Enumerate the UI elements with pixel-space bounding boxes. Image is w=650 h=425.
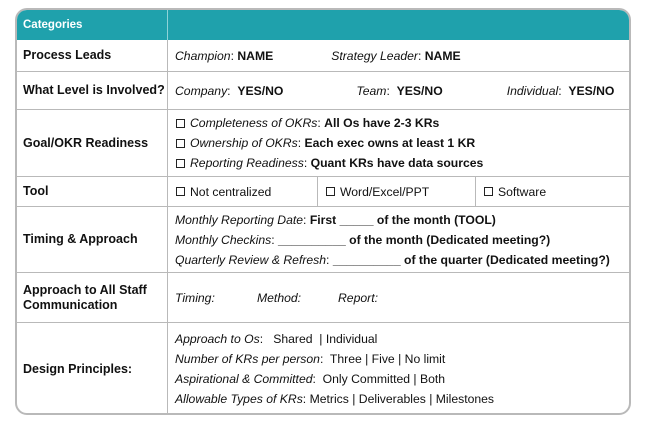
company-value[interactable]: YES/NO [237, 83, 284, 98]
tool-option-software[interactable]: Software [476, 177, 629, 206]
timing-row [17, 207, 629, 273]
checkbox-icon[interactable] [176, 159, 185, 168]
okr-planning-table [15, 8, 631, 415]
strategy-leader-value[interactable]: NAME [424, 48, 461, 63]
row-label: Design Principles: [17, 323, 168, 415]
row-label: What Level is Involved? [17, 72, 168, 109]
individual-value[interactable]: YES/NO [568, 83, 615, 98]
readiness-item[interactable]: Completeness of OKRs : All Os have 2-3 KRs [175, 113, 629, 133]
row-label: Approach to All Staff Communication [17, 273, 168, 322]
checkbox-icon[interactable] [484, 187, 493, 196]
readiness-row [17, 110, 629, 177]
timing-line[interactable]: Quarterly Review & Refresh : __________ of the quarter (Dedicated meeting?) [175, 252, 610, 267]
team-label: Team [356, 83, 387, 98]
champion-label: Champion [175, 48, 231, 63]
level-row: What Level is Involved? Company : YES/NO Team : YES/NO Individual : YES/NO [17, 72, 629, 110]
design-line[interactable]: Number of KRs per person : Three | Five | No limit [175, 352, 446, 366]
tool-option-not-centralized[interactable]: Not centralized [168, 177, 318, 206]
company-label: Company [175, 83, 228, 98]
row-label: Goal/OKR Readiness [17, 110, 168, 176]
checkbox-icon[interactable] [176, 139, 185, 148]
tool-option-office[interactable]: Word/Excel/PPT [318, 177, 476, 206]
checkbox-icon[interactable] [326, 187, 335, 196]
team-value[interactable]: YES/NO [396, 83, 443, 98]
communication-row [17, 273, 629, 323]
champion-value[interactable]: NAME [237, 48, 274, 63]
header-categories: Categories [17, 10, 168, 40]
checkbox-icon[interactable] [176, 119, 185, 128]
timing-field-label[interactable]: Timing: [175, 290, 215, 305]
checkbox-icon[interactable] [176, 187, 185, 196]
row-label: Tool [17, 177, 168, 206]
timing-line[interactable]: Monthly Checkins : __________ of the month (Dedicated meeting?) [175, 232, 551, 247]
header-blank-cell [168, 10, 629, 40]
table-header-row [17, 10, 629, 40]
readiness-item[interactable]: Ownership of OKRs : Each exec owns at least 1 KR [175, 133, 629, 153]
design-line[interactable]: Aspirational & Committed : Only Committed | Both [175, 372, 446, 386]
design-line[interactable]: Approach to Os : Shared | Individual [175, 332, 378, 346]
process-leads-row: Process Leads Champion : NAME Strategy Leader : NAME [17, 40, 629, 72]
design-line[interactable]: Allowable Types of KRs : Metrics | Deliverables | Milestones [175, 392, 495, 406]
row-label: Process Leads [17, 40, 168, 71]
row-label: Timing & Approach [17, 207, 168, 272]
timing-line[interactable]: Monthly Reporting Date : First _____ of the month (TOOL) [175, 212, 496, 227]
strategy-leader-label: Strategy Leader [331, 48, 418, 63]
report-field-label[interactable]: Report: [338, 290, 378, 305]
design-row [17, 323, 629, 415]
tool-row [17, 177, 629, 207]
individual-label: Individual [506, 83, 559, 98]
readiness-item[interactable]: Reporting Readiness : Quant KRs have data sources [175, 153, 629, 173]
method-field-label[interactable]: Method: [257, 290, 302, 305]
